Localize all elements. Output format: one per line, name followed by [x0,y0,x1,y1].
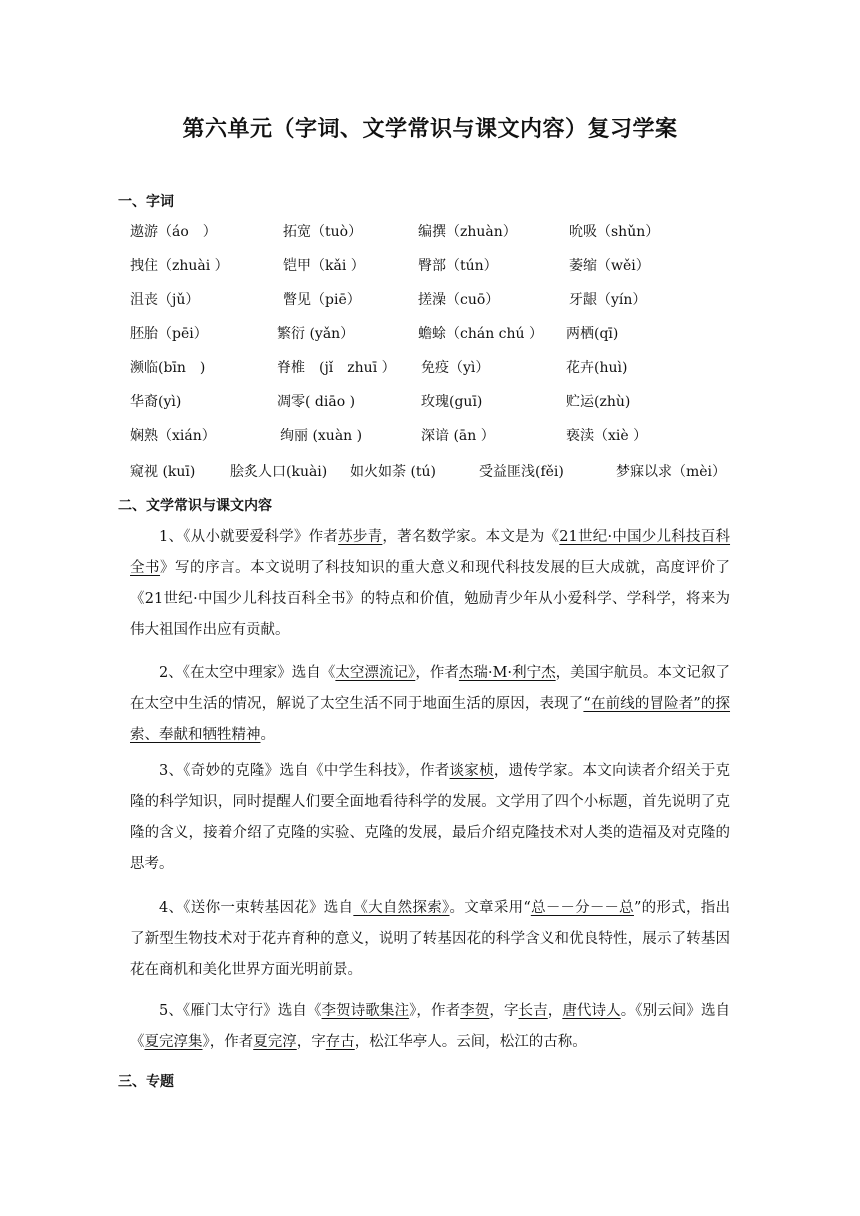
text: 4、《送你一束转基因花》选自 [159,900,354,916]
vocab-item: 玫瑰(guī) [421,394,483,410]
paragraph-2 [130,658,730,751]
underlined-term: “在前线的冒险者”的探索、奉献和牺牲精神 [130,696,731,743]
vocab-item: 华裔(yì) [130,394,182,410]
vocab-item: 吮吸（shǔn） [569,224,660,240]
text: 。《别云间》选自《 [130,1003,731,1050]
vocab-item: 两栖(qī) [566,326,619,342]
vocab-item: 濒临(bīn ) [130,360,206,376]
underlined-term: 21世纪·中国少儿科技百科全书 [130,529,731,576]
vocab-item: 娴熟（xián） [130,428,216,444]
vocab-item: 受益匪浅(fěi) [479,464,564,480]
underlined-term: 苏步青 [338,529,383,545]
underlined-term: 夏完淳 [253,1034,297,1050]
text: 。文章采用“ [449,900,531,916]
vocab-item: 脊椎 (jǐ zhuī ） [277,360,396,376]
text: ，字 [296,1034,326,1050]
vocab-item: 拽住（zhuài ） [130,258,229,274]
paragraph-1 [130,522,730,646]
vocab-item: 搓澡（cuō） [418,292,500,308]
underlined-term: 总－－分－－总 [530,900,634,916]
vocab-item: 繁衍 (yǎn） [277,326,355,342]
underlined-term: 存古 [325,1034,355,1050]
text: 5、《雁门太守行》选自《 [159,1003,322,1019]
vocab-item: 牙龈（yín） [569,292,647,308]
underlined-term: 《大自然探索》 [353,900,450,916]
underlined-term: 李贺 [460,1003,490,1019]
vocab-item: 脍炙人口(kuài) [230,464,328,480]
underlined-term: 杰瑞·M·利宁杰 [458,665,556,681]
text: ， [547,1003,563,1019]
section-heading-vocab: 一、字词 [118,194,174,210]
vocab-item: 编撰（zhuàn） [418,224,517,240]
vocab-item: 亵渎（xiè ） [566,428,648,444]
text: 》，作者 [409,1003,461,1019]
paragraph-4 [130,893,730,986]
vocab-item: 胚胎（pēi） [130,326,208,342]
vocab-item: 绚丽 (xuàn ) [280,428,363,444]
vocab-item: 梦寐以求（mèi） [616,464,727,480]
page-title: 第六单元（字词、文学常识与课文内容）复习学案 [182,117,678,142]
text: ，松江华亭人。云间，松江的古称。 [354,1034,587,1050]
underlined-term: 太空漂流记》 [335,665,416,681]
vocab-item: 凋零( diāo ) [277,394,356,410]
vocab-item: 铠甲（kǎi ） [283,258,365,274]
text: 2、《在太空中理家》选自《 [159,665,336,681]
vocab-item: 遨游（áo ） [130,224,217,240]
underlined-term: 夏完淳集 [144,1034,203,1050]
vocab-item: 深谙 (ān ） [421,428,495,444]
vocab-item: 免疫（yì） [421,360,490,376]
underlined-term: 长吉 [518,1003,548,1019]
underlined-term: 谈家桢 [449,763,494,779]
vocab-item: 窥视 (kuī) [130,464,196,480]
vocab-item: 沮丧（jǔ） [130,292,200,308]
paragraph-5 [130,996,730,1058]
text: ，字 [489,1003,519,1019]
text: ，美国宇航员。本文记叙了在太空中生活的情况，解说了太空生活不同于地面生活的原因，表现了 [130,665,730,712]
vocab-item: 贮运(zhù) [566,394,631,410]
vocab-item: 瞥见（piē） [283,292,361,308]
underlined-term: 李贺诗歌集注 [321,1003,410,1019]
text: 》，作者 [202,1034,254,1050]
vocab-item: 蟾蜍（chán chú ） [418,326,543,342]
section-heading-literature: 二、文学常识与课文内容 [118,498,272,514]
text: ，作者 [415,665,459,681]
text: 1、《从小就要爱科学》作者 [159,529,339,545]
vocab-item: 臀部（tún） [418,258,498,274]
text: ”的形式，指出了新型生物技术对于花卉育种的意义，说明了转基因花的科学含义和优良特性，展示了转基因花在商机和美化世界方面光明前景。 [130,900,731,978]
text: 。 [260,727,275,743]
text: ，著名数学家。本文是为《 [382,529,560,545]
vocab-item: 拓宽（tuò） [283,224,363,240]
text: 》写的序言。本文说明了科技知识的重大意义和现代科技发展的巨大成就，高度评价了《21世纪·中国少儿科技百科全书》的特点和价值，勉励青少年从小爱科学、学科学，将来为伟大祖国作出应有贡献。 [130,560,731,638]
underlined-term: 唐代诗人 [562,1003,621,1019]
paragraph-3 [130,756,730,880]
text: ，遗传学家。本文向读者介绍关于克隆的科学知识，同时提醒人们要全面地看待科学的发展。文学用了四个小标题，首先说明了克隆的含义，接着介绍了克隆的实验、克隆的发展，最后介绍克隆技术对人类的造福及对克隆的思考。 [130,763,730,872]
vocab-item: 花卉(huì) [566,360,628,376]
vocab-item: 萎缩（wěi） [569,258,650,274]
text: 3、《奇妙的克隆》选自《中学生科技》，作者 [159,763,450,779]
vocab-item: 如火如荼 (tú) [350,464,437,480]
section-heading-topics: 三、专题 [118,1074,174,1090]
